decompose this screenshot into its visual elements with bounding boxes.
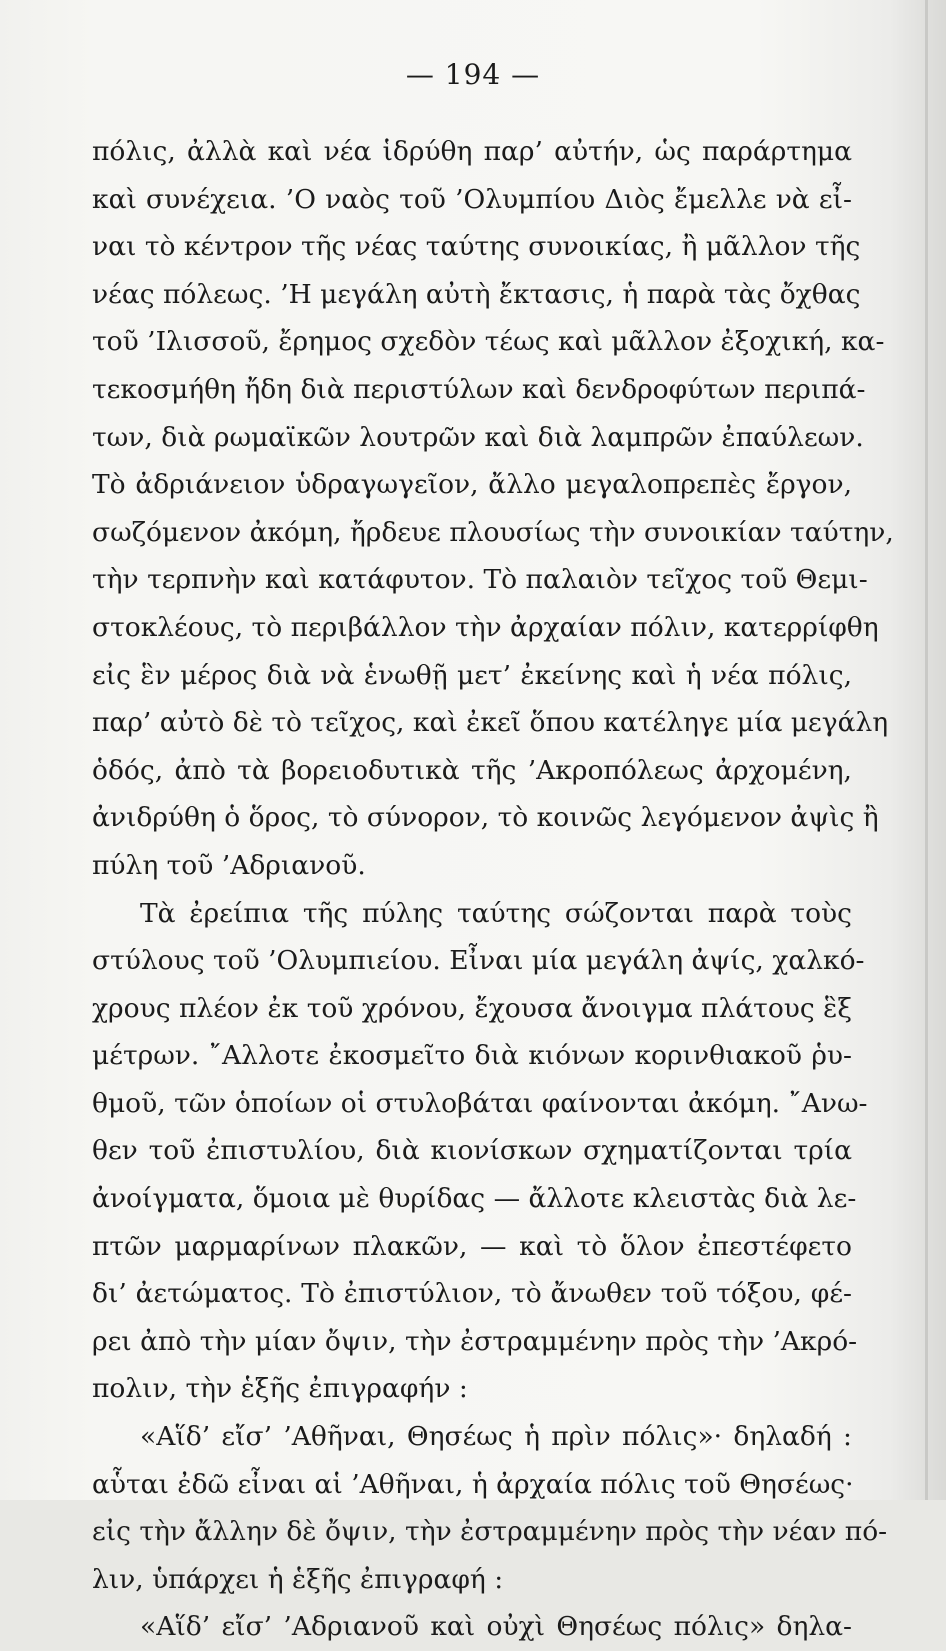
text-line: των, διὰ ρωμαϊκῶν λουτρῶν καὶ διὰ λαμπρῶν ἐπαύλεων. <box>92 421 864 453</box>
page-number: — 194 — <box>405 58 541 91</box>
text-line: Τὸ ἀδριάνειον ὑδραγωγεῖον, ἄλλο μεγαλοπρεπὲς ἔργον, <box>92 469 852 501</box>
text-line: ὁδός, ἀπὸ τὰ βορειοδυτικὰ τῆς ’Ακροπόλεως ἀρχομένη, <box>92 754 852 786</box>
text-line: παρ’ αὐτὸ δὲ τὸ τεῖχος, καὶ ἐκεῖ ὅπου κατέληγε μία μεγάλη <box>92 707 889 739</box>
text-line: εἰς ἓν μέρος διὰ νὰ ἑνωθῇ μετ’ ἐκείνης καὶ ἡ νέα πόλις, <box>92 659 852 691</box>
text-line: ἀνοίγματα, ὅμοια μὲ θυρίδας — ἄλλοτε κλειστὰς διὰ λε- <box>92 1183 857 1215</box>
text-line: «Αἵδ’ εἴσ’ ’Αδριανοῦ καὶ οὐχὶ Θησέως πόλις» δηλα- <box>140 1611 852 1643</box>
text-line: ἀνιδρύθη ὁ ὅρος, τὸ σύνορον, τὸ κοινῶς λεγόμενον ἀψὶς ἢ <box>92 802 879 834</box>
text-line: δι’ ἀετώματος. Τὸ ἐπιστύλιον, τὸ ἄνωθεν τοῦ τόξου, φέ- <box>92 1278 852 1310</box>
text-line: σωζόμενον ἀκόμη, ἤρδευε πλουσίως τὴν συνοικίαν ταύτην, <box>92 516 894 548</box>
text-line: εἰς τὴν ἄλλην δὲ ὄψιν, τὴν ἐστραμμένην πρὸς τὴν νέαν πό- <box>92 1516 888 1548</box>
text-line: ναι τὸ κέντρον τῆς νέας ταύτης συνοικίας, ἢ μᾶλλον τῆς <box>92 231 861 263</box>
text-line: μέτρων. ῎Αλλοτε ἐκοσμεῖτο διὰ κιόνων κορινθιακοῦ ῥυ- <box>92 1040 852 1072</box>
text-line: πτῶν μαρμαρίνων πλακῶν, — καὶ τὸ ὅλον ἐπεστέφετο <box>92 1230 852 1262</box>
text-line: τοῦ ’Ιλισσοῦ, ἔρημος σχεδὸν τέως καὶ μᾶλλον ἐξοχική, κα- <box>92 326 885 358</box>
text-line: θμοῦ, τῶν ὁποίων οἱ στυλοβάται φαίνονται ἀκόμη. ῎Ανω- <box>92 1087 868 1119</box>
text-line: ρει ἀπὸ τὴν μίαν ὄψιν, τὴν ἐστραμμένην πρὸς τὴν ’Ακρό- <box>92 1325 858 1357</box>
text-line: καὶ συνέχεια. ’Ο ναὸς τοῦ ’Ολυμπίου Διὸς ἔμελλε νὰ εἶ- <box>92 183 852 215</box>
body-text <box>92 128 894 1651</box>
text-line: πύλη τοῦ ’Αδριανοῦ. <box>92 849 366 881</box>
page-edge <box>925 0 928 1500</box>
text-line: λιν, ὑπάρχει ἡ ἑξῆς ἐπιγραφή : <box>92 1563 504 1595</box>
text-line: πολιν, τὴν ἑξῆς ἐπιγραφήν : <box>92 1373 468 1405</box>
text-line: «Αἵδ’ εἴσ’ ’Αθῆναι, Θησέως ἡ πρὶν πόλις»· δηλαδή : <box>140 1421 852 1453</box>
text-line: θεν τοῦ ἐπιστυλίου, διὰ κιονίσκων σχηματίζονται τρία <box>92 1135 852 1167</box>
text-line: νέας πόλεως. ’Η μεγάλη αὐτὴ ἔκτασις, ἡ παρὰ τὰς ὄχθας <box>92 278 861 310</box>
text-line: Τὰ ἐρείπια τῆς πύλης ταύτης σώζονται παρὰ τοὺς <box>140 897 852 929</box>
text-line: στύλους τοῦ ’Ολυμπιείου. Εἶναι μία μεγάλη ἀψίς, χαλκό- <box>92 945 865 977</box>
text-line: τεκοσμήθη ἤδη διὰ περιστύλων καὶ δενδροφύτων περιπά- <box>92 373 866 405</box>
text-line: χρους πλέον ἐκ τοῦ χρόνου, ἔχουσα ἄνοιγμα πλάτους ἓξ <box>92 992 852 1024</box>
text-line: στοκλέους, τὸ περιβάλλον τὴν ἀρχαίαν πόλιν, κατερρίφθη <box>92 611 879 643</box>
text-line: πόλις, ἀλλὰ καὶ νέα ἱδρύθη παρ’ αὐτήν, ὡς παράρτημα <box>92 136 852 167</box>
text-line: αὗται ἐδῶ εἶναι αἱ ’Αθῆναι, ἡ ἀρχαία πόλις τοῦ Θησέως· <box>92 1468 854 1500</box>
text-line: τὴν τερπνὴν καὶ κατάφυτον. Τὸ παλαιὸν τεῖχος τοῦ Θεμι- <box>92 564 868 596</box>
